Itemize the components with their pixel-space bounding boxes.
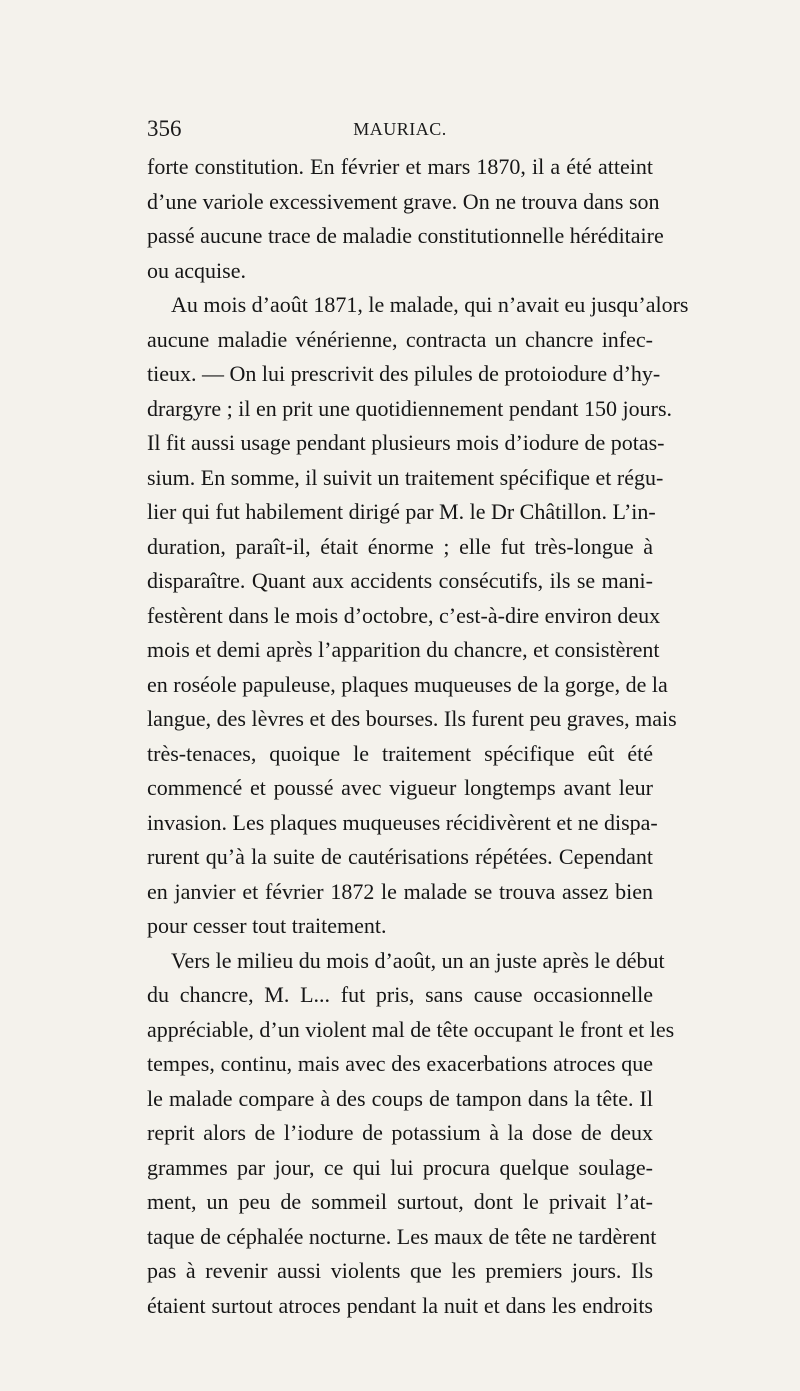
text-line: disparaître. Quant aux accidents consécutifs, ils se mani- <box>147 568 653 593</box>
text-line: rurent qu’à la suite de cautérisations répétées. Cependant <box>147 844 653 869</box>
text-line: appréciable, d’un violent mal de tête occupant le front et les <box>147 1016 675 1042</box>
text-line: festèrent dans le mois d’octobre, c’est-à-dire environ deux <box>147 602 661 628</box>
text-line: taque de céphalée nocturne. Les maux de tête ne tardèrent <box>147 1223 657 1249</box>
text-line: très-tenaces, quoique le traitement spécifique eût été <box>147 740 653 766</box>
text-line: Il fit aussi usage pendant plusieurs mois d’iodure de potas- <box>147 430 665 455</box>
text-line: reprit alors de l’iodure de potassium à la dose de deux <box>147 1120 653 1145</box>
text-line: aucune maladie vénérienne, contracta un chancre infec- <box>147 326 653 352</box>
text-line: lier qui fut habilement dirigé par M. le Dr Châtillon. L’in- <box>147 499 656 524</box>
body-text <box>147 150 689 1323</box>
text-line: sium. En somme, il suivit un traitement spécifique et régu- <box>147 464 664 490</box>
text-line: étaient surtout atroces pendant la nuit et dans les endroits <box>147 1292 653 1318</box>
text-line: le malade compare à des coups de tampon dans la tête. Il <box>147 1085 653 1111</box>
page-number: 356 <box>147 116 182 141</box>
text-line: langue, des lèvres et des bourses. Ils furent peu graves, mais <box>147 706 677 731</box>
running-title: MAURIAC. <box>353 119 447 139</box>
text-line: ou acquise. <box>147 257 246 283</box>
text-line: invasion. Les plaques muqueuses récidivèrent et ne dispa- <box>147 809 658 835</box>
page-header <box>147 114 653 144</box>
text-line: d’une variole excessivement grave. On ne trouva dans son <box>147 188 660 214</box>
text-line: grammes par jour, ce qui lui procura quelque soulage- <box>147 1154 653 1180</box>
text-line: mois et demi après l’apparition du chancre, et consistèrent <box>147 637 660 662</box>
text-line: passé aucune trace de maladie constitutionnelle héréditaire <box>147 223 664 248</box>
text-line: tempes, continu, mais avec des exacerbations atroces que <box>147 1051 653 1076</box>
text-line: tieux. — On lui prescrivit des pilules de protoiodure d’hy- <box>147 361 661 386</box>
text-line: en janvier et février 1872 le malade se trouva assez bien <box>147 878 653 904</box>
text-line: forte constitution. En février et mars 1870, il a été atteint <box>147 154 653 179</box>
text-line: duration, paraît-il, était énorme ; elle fut très-longue à <box>147 533 653 559</box>
text-line: pas à revenir aussi violents que les premiers jours. Ils <box>147 1258 653 1283</box>
text-line: commencé et poussé avec vigueur longtemps avant leur <box>147 775 653 800</box>
text-line: du chancre, M. L... fut pris, sans cause occasionnelle <box>147 982 653 1007</box>
text-line: drargyre ; il en prit une quotidiennement pendant 150 jours. <box>147 395 673 421</box>
text-line: en roséole papuleuse, plaques muqueuses de la gorge, de la <box>147 671 668 697</box>
text-line: Au mois d’août 1871, le malade, qui n’avait eu jusqu’alors <box>171 292 689 317</box>
text-line: pour cesser tout traitement. <box>147 913 387 938</box>
text-line: Vers le milieu du mois d’août, un an juste après le début <box>171 947 665 973</box>
text-line: ment, un peu de sommeil surtout, dont le privait l’at- <box>147 1189 653 1214</box>
